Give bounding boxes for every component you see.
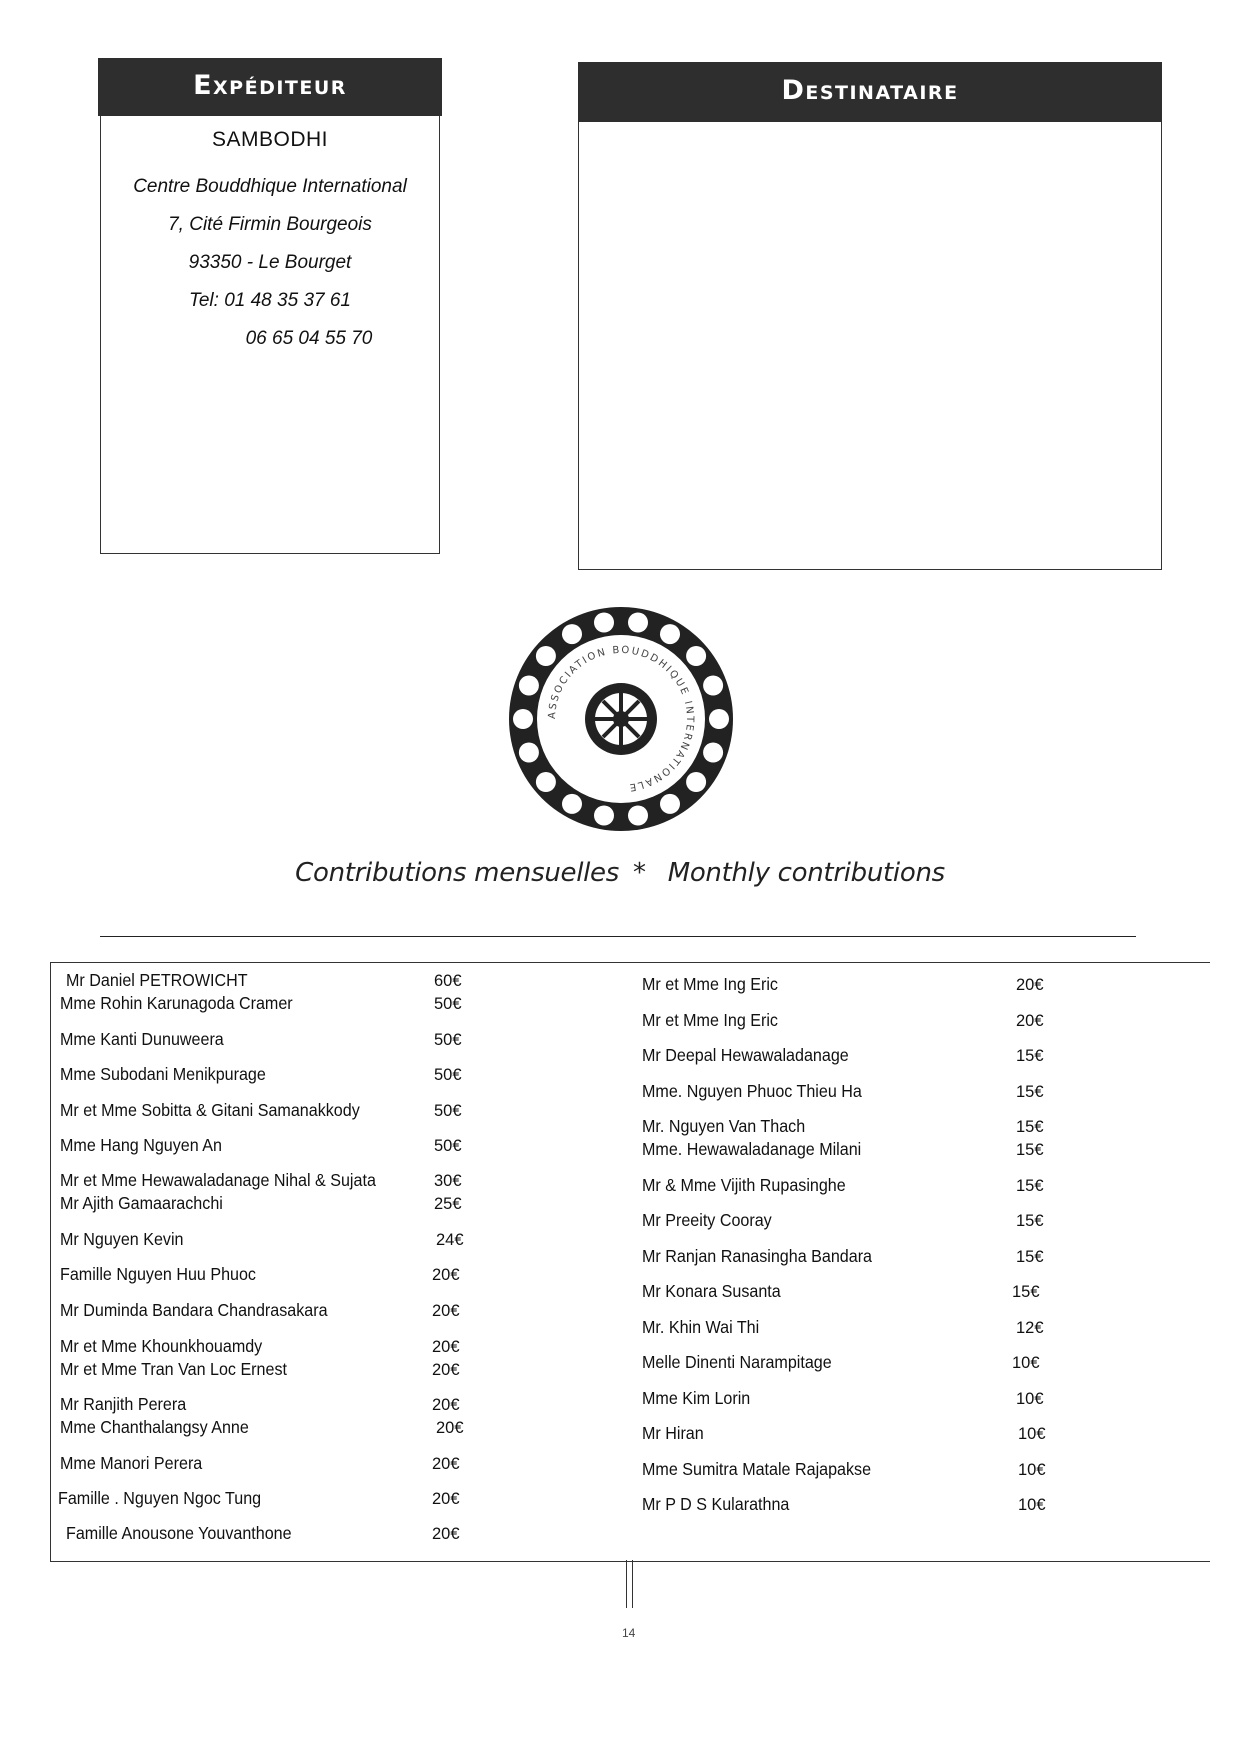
contribution-amount: 15€ bbox=[1016, 1141, 1044, 1159]
contribution-amount: 20€ bbox=[432, 1361, 460, 1379]
contributor-name: Mme Kim Lorin bbox=[642, 1388, 751, 1408]
logo-petal bbox=[594, 613, 614, 633]
contribution-amount: 60€ bbox=[434, 972, 462, 990]
contribution-amount: 15€ bbox=[1016, 1248, 1044, 1266]
contributor-name: Famille Anousone Youvanthone bbox=[66, 1523, 292, 1543]
contribution-amount: 10€ bbox=[1018, 1496, 1046, 1514]
table-divider bbox=[626, 1560, 627, 1608]
contributor-name: Mr et Mme Ing Eric bbox=[642, 974, 778, 994]
sender-line-2: 7, Cité Firmin Bourgeois bbox=[168, 214, 372, 235]
association-logo bbox=[506, 604, 736, 834]
sender-box bbox=[100, 58, 440, 554]
logo-petal bbox=[703, 743, 723, 763]
contribution-amount: 20€ bbox=[436, 1419, 464, 1437]
contributor-name: Mr. Nguyen Van Thach bbox=[642, 1116, 806, 1136]
contributor-name: Mr et Mme Sobitta & Gitani Samanakkody bbox=[60, 1100, 360, 1120]
logo-petal bbox=[703, 676, 723, 696]
contribution-amount: 10€ bbox=[1018, 1461, 1046, 1479]
contributor-name: Mr et Mme Khounkhouamdy bbox=[60, 1336, 263, 1356]
sender-name: SAMBODHI bbox=[211, 128, 328, 151]
contribution-amount: 10€ bbox=[1016, 1390, 1044, 1408]
contributor-name: Mr Ranjith Perera bbox=[60, 1394, 187, 1414]
contribution-amount: 50€ bbox=[434, 995, 462, 1013]
contributor-name: Mr Konara Susanta bbox=[642, 1281, 781, 1301]
title-english: Monthly contributions bbox=[667, 858, 945, 888]
contribution-amount: 20€ bbox=[432, 1266, 460, 1284]
contributor-name: Mr et Mme Ing Eric bbox=[642, 1010, 778, 1030]
logo-petal bbox=[519, 743, 539, 763]
sender-line-1: Centre Bouddhique International bbox=[133, 176, 407, 197]
contributor-name: Mr Daniel PETROWICHT bbox=[66, 970, 248, 990]
page-number: 14 bbox=[622, 1626, 636, 1640]
contributor-name: Mr Nguyen Kevin bbox=[60, 1229, 184, 1249]
contribution-amount: 15€ bbox=[1012, 1283, 1040, 1301]
contributor-name: Mme Rohin Karunagoda Cramer bbox=[60, 993, 293, 1013]
logo-petal bbox=[536, 646, 556, 666]
contributor-name: Mme. Hewawaladanage Milani bbox=[642, 1139, 862, 1159]
contributor-name: Mr Duminda Bandara Chandrasakara bbox=[60, 1300, 328, 1320]
contributor-name: Mr Preeity Cooray bbox=[642, 1210, 772, 1230]
contribution-amount: 20€ bbox=[1016, 976, 1044, 994]
logo-petal bbox=[709, 709, 729, 729]
table-top-border bbox=[50, 962, 1210, 963]
contributor-name: Melle Dinenti Narampitage bbox=[642, 1352, 832, 1372]
table-left-border bbox=[50, 962, 51, 1562]
contributor-name: Mme Subodani Menikpurage bbox=[60, 1064, 266, 1084]
logo-ring-text: ASSOCIATION BOUDDHIQUE INTERNATIONALE bbox=[546, 644, 696, 793]
contribution-amount: 20€ bbox=[432, 1455, 460, 1473]
contribution-amount: 20€ bbox=[432, 1490, 460, 1508]
logo-petal bbox=[594, 806, 614, 826]
contribution-amount: 15€ bbox=[1016, 1177, 1044, 1195]
logo-petal bbox=[686, 646, 706, 666]
contributor-name: Famille Nguyen Huu Phuoc bbox=[60, 1264, 256, 1284]
contributor-name: Mme Sumitra Matale Rajapakse bbox=[642, 1459, 872, 1479]
logo-petal bbox=[536, 772, 556, 792]
logo-petal bbox=[628, 806, 648, 826]
contributor-name: Mme. Nguyen Phuoc Thieu Ha bbox=[642, 1081, 862, 1101]
sender-header: Expéditeur bbox=[98, 58, 442, 116]
section-title bbox=[0, 858, 1240, 888]
logo-petal bbox=[513, 709, 533, 729]
sender-phone-1: Tel: 01 48 35 37 61 bbox=[189, 290, 351, 311]
contributor-name: Mr et Mme Tran Van Loc Ernest bbox=[60, 1359, 287, 1379]
horizontal-rule bbox=[100, 936, 1136, 937]
contribution-amount: 15€ bbox=[1016, 1047, 1044, 1065]
recipient-header: Destinataire bbox=[578, 62, 1162, 122]
contribution-amount: 15€ bbox=[1016, 1212, 1044, 1230]
contributor-name: Mr P D S Kularathna bbox=[642, 1494, 790, 1514]
logo-petal bbox=[519, 676, 539, 696]
contributor-name: Mme Chanthalangsy Anne bbox=[60, 1417, 249, 1437]
contributor-name: Mme Hang Nguyen An bbox=[60, 1135, 222, 1155]
contribution-amount: 50€ bbox=[434, 1066, 462, 1084]
contribution-amount: 10€ bbox=[1018, 1425, 1046, 1443]
contribution-amount: 20€ bbox=[432, 1396, 460, 1414]
contributor-name: Mr & Mme Vijith Rupasinghe bbox=[642, 1175, 846, 1195]
contributor-name: Mr et Mme Hewawaladanage Nihal & Sujata bbox=[60, 1170, 376, 1190]
contribution-amount: 15€ bbox=[1016, 1118, 1044, 1136]
contribution-amount: 50€ bbox=[434, 1137, 462, 1155]
table-divider bbox=[632, 1560, 633, 1608]
title-french: Contributions mensuelles bbox=[295, 858, 619, 888]
sender-address bbox=[101, 128, 439, 350]
contribution-amount: 15€ bbox=[1016, 1083, 1044, 1101]
logo-petal bbox=[562, 624, 582, 644]
logo-petal bbox=[660, 624, 680, 644]
contribution-amount: 30€ bbox=[434, 1172, 462, 1190]
contributor-name: Mr Deepal Hewawaladanage bbox=[642, 1045, 849, 1065]
logo-petal bbox=[686, 772, 706, 792]
logo-petal bbox=[562, 794, 582, 814]
contribution-amount: 20€ bbox=[432, 1338, 460, 1356]
logo-petal bbox=[660, 794, 680, 814]
contribution-amount: 20€ bbox=[432, 1525, 460, 1543]
title-separator: * bbox=[632, 858, 646, 888]
contributor-name: Mme Kanti Dunuweera bbox=[60, 1029, 224, 1049]
logo-petal bbox=[628, 613, 648, 633]
recipient-box bbox=[578, 62, 1162, 570]
contributor-name: Mr Hiran bbox=[642, 1423, 704, 1443]
contribution-amount: 25€ bbox=[434, 1195, 462, 1213]
contributor-name: Mme Manori Perera bbox=[60, 1453, 203, 1473]
sender-line-3: 93350 - Le Bourget bbox=[188, 252, 352, 273]
contribution-amount: 24€ bbox=[436, 1231, 464, 1249]
contribution-amount: 12€ bbox=[1016, 1319, 1044, 1337]
contribution-amount: 10€ bbox=[1012, 1354, 1040, 1372]
contributor-name: Famille . Nguyen Ngoc Tung bbox=[58, 1488, 262, 1508]
contribution-amount: 50€ bbox=[434, 1031, 462, 1049]
contribution-amount: 50€ bbox=[434, 1102, 462, 1120]
contributor-name: Mr Ajith Gamaarachchi bbox=[60, 1193, 223, 1213]
contribution-amount: 20€ bbox=[1016, 1012, 1044, 1030]
sender-phone-2: 06 65 04 55 70 bbox=[245, 328, 373, 349]
contributor-name: Mr Ranjan Ranasingha Bandara bbox=[642, 1246, 873, 1266]
contributor-name: Mr. Khin Wai Thi bbox=[642, 1317, 760, 1337]
table-bottom-border bbox=[50, 1561, 1210, 1562]
contribution-amount: 20€ bbox=[432, 1302, 460, 1320]
